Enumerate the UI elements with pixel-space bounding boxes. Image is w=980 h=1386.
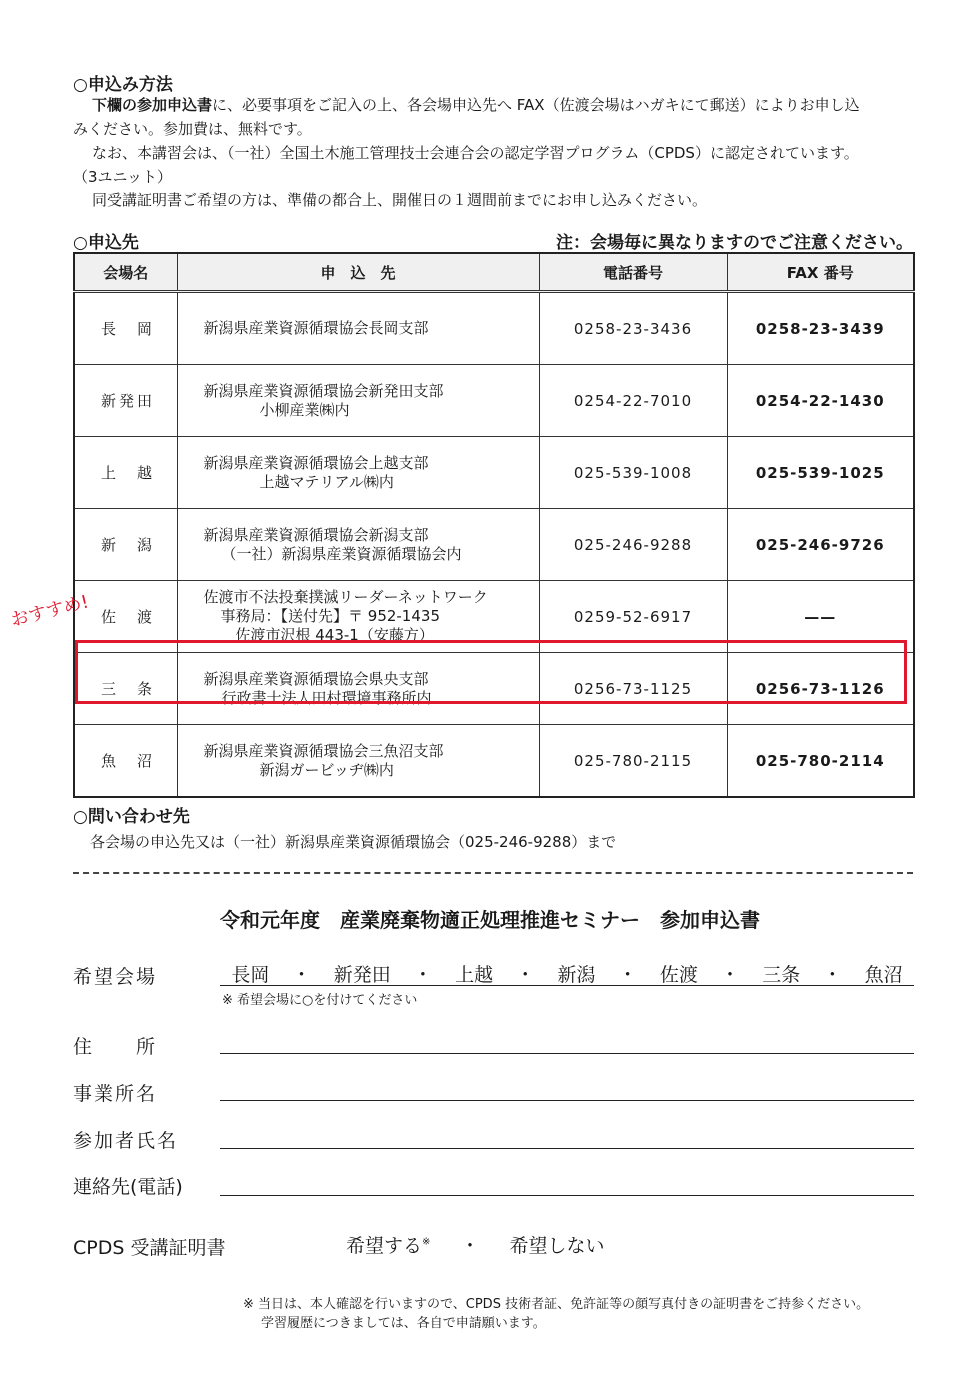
separator: ・ (720, 964, 740, 986)
destination-line: 上越マテリアル㈱内 (259, 472, 394, 491)
cpds-option-yes[interactable]: 希望する (346, 1235, 423, 1257)
tel-cell: 0254-22-7010 (539, 365, 727, 437)
apply-method-line4: （3ユニット） (73, 168, 172, 186)
apply-method-line5: 同受講証明書ご希望の方は、準備の都合上、開催日の１週間前までにお申し込みください。 (92, 191, 708, 209)
tel-cell: 0259-52-6917 (539, 581, 727, 653)
apply-method-line1-rest: に、必要事項をご記入の上、各会場申込先へ FAX（佐渡会場はハガキにて郵送）によりお申し込 (212, 96, 860, 114)
venue-line (220, 985, 914, 986)
venue-cell: 新発田 (74, 365, 177, 437)
cpds-option-no[interactable]: 希望しない (509, 1235, 605, 1257)
fax-cell: —— (727, 581, 914, 653)
contact-label: 連絡先(電話) (73, 1176, 183, 1198)
table-row (74, 292, 914, 365)
venue-option-nagaoka[interactable]: 長岡 (231, 964, 270, 986)
separator: ・ (618, 964, 638, 986)
venue-cell: 佐 渡 (74, 581, 177, 653)
address-field[interactable] (220, 1053, 914, 1054)
destination-cell (177, 292, 539, 365)
venue-cell: 新 潟 (74, 509, 177, 581)
separator: ・ (515, 964, 535, 986)
destination-line: 小柳産業㈱内 (259, 400, 350, 419)
tel-cell: 025-539-1008 (539, 437, 727, 509)
destinations-note: 注：会場毎に異なりますのでご注意ください。 (556, 233, 913, 253)
destination-cell (177, 509, 539, 581)
venue-option-niigata[interactable]: 新潟 (557, 964, 596, 986)
destination-line: 新潟県産業資源循環協会新発田支部 (203, 381, 444, 400)
cpds-label: CPDS 受講証明書 (73, 1237, 226, 1259)
fax-cell: 0254-22-1430 (727, 365, 914, 437)
address-label: 住 所 (73, 1036, 158, 1058)
inquiry-title: ○問い合わせ先 (73, 807, 190, 827)
tel-cell: 0258-23-3436 (539, 292, 727, 365)
header-destination: 申 込 先 (177, 253, 539, 292)
destination-line: 新潟県産業資源循環協会長岡支部 (203, 319, 429, 337)
table-header-row (74, 253, 914, 292)
destination-line: 新潟県産業資源循環協会県央支部 (203, 669, 429, 688)
recommend-label: おすすめ! (8, 591, 91, 632)
venue-option-joetsu[interactable]: 上越 (455, 964, 494, 986)
fax-cell: 025-539-1025 (727, 437, 914, 509)
destination-cell (177, 725, 539, 798)
form-title: 令和元年度 産業廃棄物適正処理推進セミナー 参加申込書 (220, 908, 760, 932)
cut-line (73, 872, 913, 874)
recommended-row-highlight (75, 640, 907, 704)
destination-line: 新潟ガービッヂ㈱内 (259, 760, 394, 779)
separator: ・ (460, 1235, 480, 1257)
table-row (74, 509, 914, 581)
fax-cell: 025-780-2114 (727, 725, 914, 798)
header-fax: FAX 番号 (727, 253, 914, 292)
venue-options (220, 960, 914, 987)
office-label: 事業所名 (73, 1083, 158, 1105)
office-field[interactable] (220, 1100, 914, 1101)
destinations-title: ○申込先 (73, 233, 139, 253)
contact-field[interactable] (220, 1195, 914, 1196)
destination-line: 行政書士法人田村環境事務所内 (221, 688, 432, 707)
venue-option-sado[interactable]: 佐渡 (659, 964, 698, 986)
venue-cell: 長 岡 (74, 292, 177, 365)
header-tel: 電話番号 (539, 253, 727, 292)
apply-method-line3: なお、本講習会は、（一社）全国土木施工管理技士会連合会の認定学習プログラム（CPDS）に認定されています。 (92, 144, 859, 162)
venue-note: ※ 希望会場に○を付けてください (222, 993, 418, 1008)
apply-method-line2: みください。参加費は、無料です。 (73, 120, 312, 138)
destination-line: 新潟県産業資源循環協会新潟支部 (203, 525, 429, 544)
table-row (74, 365, 914, 437)
separator: ・ (822, 964, 842, 986)
header-venue: 会場名 (74, 253, 177, 292)
footnote-2: 学習履歴につきましては、各自で申請願います。 (261, 1316, 546, 1331)
separator: ・ (413, 964, 433, 986)
destination-cell (177, 365, 539, 437)
destination-line: 佐渡市沢根 443-1（安藤方） (235, 626, 434, 644)
destination-cell (177, 437, 539, 509)
venue-label: 希望会場 (73, 966, 158, 988)
inquiry-text: 各会場の申込先又は（一社）新潟県産業資源循環協会（025-246-9288）まで (90, 833, 617, 851)
destination-line: 事務局：【送付先】〒 952-1435 (220, 607, 440, 625)
cpds-note-mark: ※ (422, 1236, 431, 1248)
name-field[interactable] (220, 1148, 914, 1149)
venue-option-uonuma[interactable]: 魚沼 (864, 964, 903, 986)
destinations-table (73, 252, 915, 798)
tel-cell: 025-780-2115 (539, 725, 727, 798)
fax-cell: 0256-73-1126 (727, 653, 914, 725)
destination-line: （一社）新潟県産業資源循環協会内 (221, 544, 462, 563)
table-row (74, 437, 914, 509)
destination-line: 新潟県産業資源循環協会三魚沼支部 (203, 741, 444, 760)
fax-cell: 0258-23-3439 (727, 292, 914, 365)
fax-cell: 025-246-9726 (727, 509, 914, 581)
apply-method-bold: 下欄の参加申込書 (92, 96, 213, 114)
table-row (74, 725, 914, 798)
cpds-options (346, 1231, 605, 1258)
tel-cell: 0256-73-1125 (539, 653, 727, 725)
destination-line: 佐渡市不法投棄撲滅リーダーネットワーク (203, 588, 488, 606)
venue-option-sanjo[interactable]: 三条 (762, 964, 801, 986)
apply-method-line1 (92, 94, 860, 117)
separator: ・ (292, 964, 312, 986)
name-label: 参加者氏名 (73, 1130, 179, 1152)
footnote-1: ※ 当日は、本人確認を行いますので、CPDS 技術者証、免許証等の顔写真付きの証明書をご持参ください。 (243, 1297, 870, 1312)
destination-line: 新潟県産業資源循環協会上越支部 (203, 453, 429, 472)
venue-cell: 魚 沼 (74, 725, 177, 798)
tel-cell: 025-246-9288 (539, 509, 727, 581)
apply-method-title: ○申込み方法 (73, 75, 173, 95)
venue-cell: 上 越 (74, 437, 177, 509)
venue-cell: 三 条 (74, 653, 177, 725)
venue-option-shibata[interactable]: 新発田 (333, 964, 391, 986)
